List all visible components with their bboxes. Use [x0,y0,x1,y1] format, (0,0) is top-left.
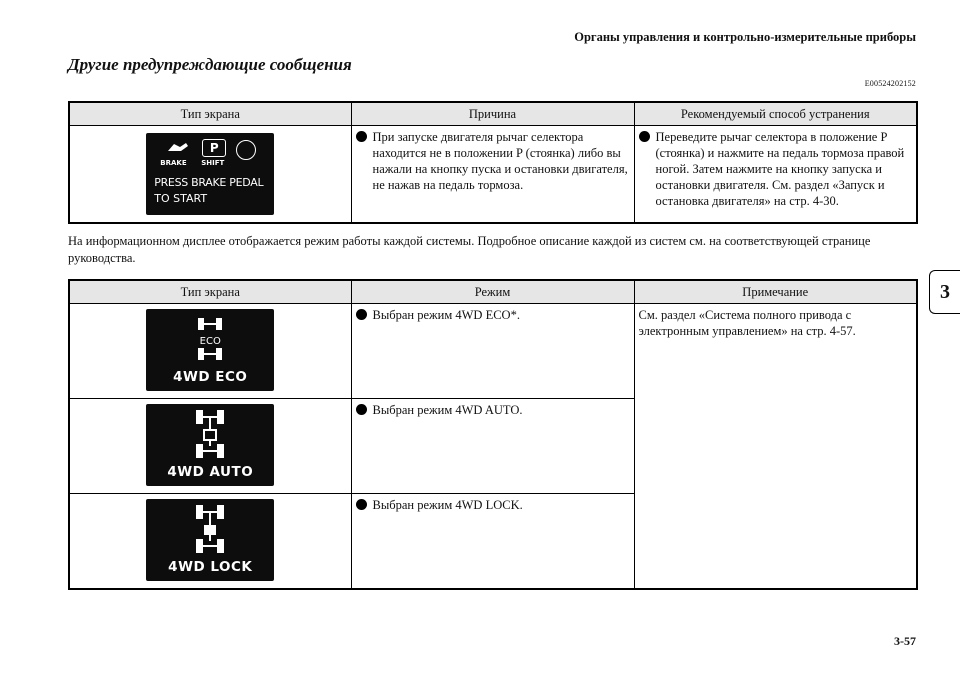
eco-sub-label: ECO [199,336,221,347]
shift-label: SHIFT [201,159,225,167]
screen-cell [69,304,351,399]
section-code: E00524202152 [864,79,916,88]
mode-text: Выбран режим 4WD ECO*. [372,308,520,322]
p-box-icon: P [202,139,226,157]
cause-cell [351,126,634,224]
mode-table [68,279,918,590]
header-cause: Причина [351,102,634,126]
header-remark: Примечание [634,280,917,304]
mode-text: Выбран режим 4WD LOCK. [372,498,523,512]
remark-text: См. раздел «Система полного привода с электронным управлением» на стр. 4-57. [638,308,856,338]
remedy-cell [634,126,917,224]
4wd-auto-label: 4WD AUTO [167,464,254,480]
screen-cell [69,494,351,590]
bullet-icon [639,131,650,142]
brake-message-line2: TO START [154,192,208,205]
drivetrain-icon [194,408,226,464]
mode-cell [351,494,634,590]
start-button-icon [236,140,256,160]
cause-text: При запуске двигателя рычаг селектора находится не в положении P (стоянка) либо вы нажали на кнопку пуска и остановки двигателя, не нажав на педаль тормоза. [372,130,628,192]
brake-label: BRAKE [160,159,187,167]
header-remedy: Рекомендуемый способ устранения [634,102,917,126]
drivetrain-lock-icon [194,503,226,559]
4wd-lock-label: 4WD LOCK [168,559,253,575]
bullet-icon [356,499,367,510]
brake-message-line1: PRESS BRAKE PEDAL [154,176,264,189]
chapter-header: Органы управления и контрольно-измерительные приборы [574,30,916,44]
mode-cell [351,304,634,399]
mode-cell [351,399,634,494]
screen-cell [69,399,351,494]
header-mode: Режим [351,280,634,304]
brake-foot-icon [166,141,190,153]
warning-table [68,101,918,224]
bullet-icon [356,404,367,415]
4wd-auto-screen [146,404,274,486]
brake-warning-screen [146,133,274,215]
bullet-icon [356,309,367,320]
mode-text: Выбран режим 4WD AUTO. [372,403,523,417]
4wd-eco-label: 4WD ECO [173,369,248,385]
remedy-text: Переведите рычаг селектора в положение P (стоянка) и нажмите на педаль тормоза правой ногой. Затем нажмите на кнопку запуска и остановки двигателя. См. раздел «Запуск и остановка двигателя» на стр. 4-30. [655,130,905,208]
screen-cell [69,126,351,224]
4wd-lock-screen [146,499,274,581]
header-screen-type: Тип экрана [69,280,351,304]
header-screen-type: Тип экрана [69,102,351,126]
chapter-tab[interactable]: 3 [929,270,960,314]
page-number: 3-57 [894,634,916,648]
remark-cell [634,304,917,590]
info-note: На информационном дисплее отображается режим работы каждой системы. Подробное описание каждой из систем см. на соответствующей странице руководства. [68,234,871,265]
section-title: Другие предупреждающие сообщения [68,55,352,74]
drivetrain-rear-icon [196,347,224,365]
bullet-icon [356,131,367,142]
4wd-eco-screen [146,309,274,391]
